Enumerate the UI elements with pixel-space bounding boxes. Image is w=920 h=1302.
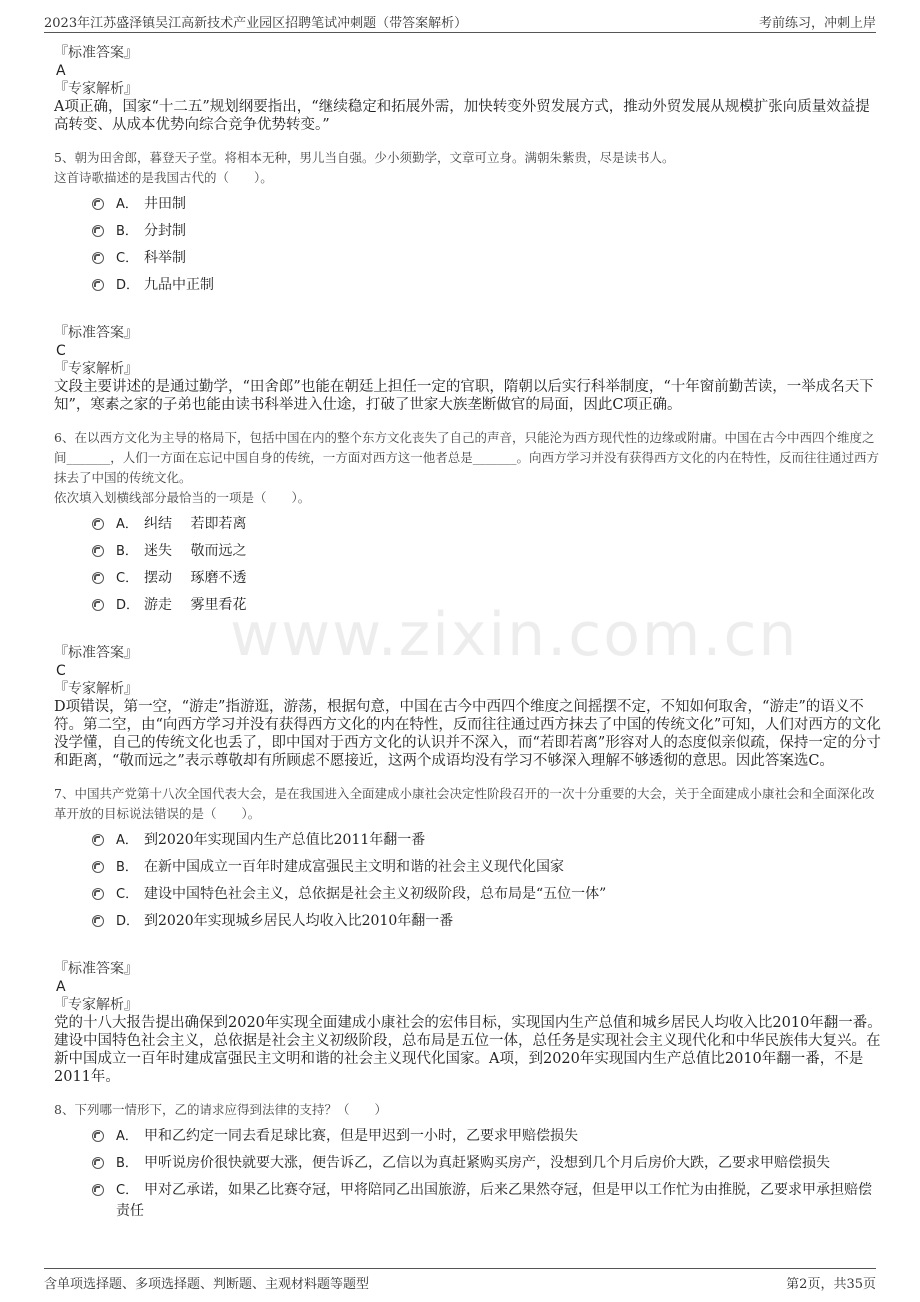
analysis-label: 『专家解析』 — [54, 997, 138, 1013]
radio-icon[interactable] — [92, 1157, 104, 1169]
radio-icon[interactable] — [92, 225, 104, 237]
option-b[interactable]: B． 迷失 敬而远之 — [92, 541, 884, 568]
radio-icon[interactable] — [92, 861, 104, 873]
answer-label: 『标准答案』 — [54, 645, 138, 661]
answer-label: 『标准答案』 — [54, 325, 138, 341]
option-list — [92, 830, 884, 938]
page-content — [54, 44, 884, 1221]
option-a[interactable]: A． 甲和乙约定一同去看足球比赛，但是甲迟到一小时，乙要求甲赔偿损失 — [92, 1126, 884, 1153]
page-header — [44, 8, 876, 33]
page-footer — [44, 1268, 876, 1295]
answer-label: 『标准答案』 — [54, 45, 138, 61]
analysis-text: 文段主要讲述的是通过勤学，“田舍郎”也能在朝廷上担任一定的官职，隋朝以后实行科举制度，“十年窗前勤苦读，一举成名天下知”，寒素之家的子弟也能由读书科举进入仕途，打破了世家大族垄断做官的局面，因此C项正确。 — [54, 379, 874, 413]
option-c[interactable]: C． 建设中国特色社会主义，总依据是社会主义初级阶段，总布局是“五位一体” — [92, 884, 884, 911]
radio-icon[interactable] — [92, 545, 104, 557]
analysis-text: D项错误，第一空，“游走”指游逛，游荡，根据句意，中国在古今中西四个维度之间摇摆不定，不知如何取舍，“游走”的语义不符。第二空，由“向西方学习并没有获得西方文化的内在特性，反而往往通过西方抹去了中国的传统文化”可知，人们对西方的文化没学懂，自己的传统文化也丢了，即中国对于西方文化的认识并不深入，而“若即若离”形容对人的态度似亲似疏，保持一定的分寸和距离，“敬而远之”表示尊敬却有所顾虑不愿接近，这两个成语均没有学习不够深入理解不够透彻的意思。因此答案选C。 — [54, 699, 881, 769]
option-c[interactable]: C． 科举制 — [92, 248, 884, 275]
radio-icon[interactable] — [92, 915, 104, 927]
analysis-label: 『专家解析』 — [54, 81, 138, 97]
question-prompt: 这首诗歌描述的是我国古代的（ ）。 — [54, 170, 273, 185]
radio-icon[interactable] — [92, 198, 104, 210]
answer-value: A — [56, 63, 66, 79]
answer-block-q4 — [54, 44, 884, 134]
option-b[interactable]: B． 分封制 — [92, 221, 884, 248]
answer-value: C — [56, 663, 66, 679]
option-b[interactable]: B． 甲听说房价很快就要大涨，便告诉乙，乙信以为真赶紧购买房产，没想到几个月后房价大跌，乙要求甲赔偿损失 — [92, 1153, 884, 1180]
question-stem: 7、中国共产党第十八次全国代表大会，是在我国进入全面建成小康社会决定性阶段召开的一次十分重要的大会，关于全面建成小康社会和全面深化改革开放的目标说法错误的是（ ）。 — [54, 786, 875, 821]
answer-value: C — [56, 343, 66, 359]
option-d[interactable]: D． 游走 雾里看花 — [92, 595, 884, 622]
option-d[interactable]: D． 九品中正制 — [92, 275, 884, 302]
question-6 — [54, 428, 884, 770]
radio-icon[interactable] — [92, 279, 104, 291]
question-stem: 8、下列哪一情形下，乙的请求应得到法律的支持？（ ） — [54, 1102, 387, 1117]
page-number: 第2页，共35页 — [786, 1277, 876, 1292]
option-a[interactable]: A． 纠结 若即若离 — [92, 514, 884, 541]
analysis-label: 『专家解析』 — [54, 361, 138, 377]
header-slogan: 考前练习，冲刺上岸 — [758, 16, 876, 31]
radio-icon[interactable] — [92, 888, 104, 900]
option-a[interactable]: A． 井田制 — [92, 194, 884, 221]
analysis-text: 党的十八大报告提出确保到2020年实现全面建成小康社会的宏伟目标，实现国内生产总值和城乡居民人均收入比2010年翻一番。建设中国特色社会主义，总依据是社会主义初级阶段，总布局是五位一体，总任务是实现社会主义现代化和中华民族伟大复兴。在新中国成立一百年时建成富强民主文明和谐的社会主义现代化国家。A项，到2020年实现国内生产总值比2010年翻一番，不是2011年。 — [54, 1015, 882, 1085]
answer-label: 『标准答案』 — [54, 961, 138, 977]
option-list — [92, 514, 884, 622]
option-b[interactable]: B． 在新中国成立一百年时建成富强民主文明和谐的社会主义现代化国家 — [92, 857, 884, 884]
question-8 — [54, 1100, 884, 1221]
question-prompt: 依次填入划横线部分最恰当的一项是（ ）。 — [54, 490, 311, 505]
footer-note: 含单项选择题、多项选择题、判断题、主观材料题等题型 — [44, 1277, 370, 1292]
option-list — [92, 1126, 884, 1221]
answer-value: A — [56, 979, 66, 995]
option-list — [92, 194, 884, 302]
option-c[interactable]: C． 摆动 琢磨不透 — [92, 568, 884, 595]
radio-icon[interactable] — [92, 1130, 104, 1142]
option-d[interactable]: D． 到2020年实现城乡居民人均收入比2010年翻一番 — [92, 911, 884, 938]
radio-icon[interactable] — [92, 572, 104, 584]
radio-icon[interactable] — [92, 599, 104, 611]
radio-icon[interactable] — [92, 834, 104, 846]
radio-icon[interactable] — [92, 252, 104, 264]
question-stem: 6、在以西方文化为主导的格局下，包括中国在内的整个东方文化丧失了自己的声音，只能沦为西方现代性的边缘或附庸。中国在古今中西四个维度之间_______，人们一方面在忘记中国自身的传统，一方面对西方这一他者总是_______。向西方学习并没有获得西方文化的内在特性，反而往往通过西方抹去了中国的传统文化。 — [54, 430, 880, 485]
option-c[interactable]: C． 甲对乙承诺，如果乙比赛夺冠，甲将陪同乙出国旅游，后来乙果然夺冠，但是甲以工作忙为由推脱，乙要求甲承担赔偿责任 — [92, 1180, 884, 1221]
option-a[interactable]: A． 到2020年实现国内生产总值比2011年翻一番 — [92, 830, 884, 857]
radio-icon[interactable] — [92, 518, 104, 530]
question-stem: 5、朝为田舍郎，暮登天子堂。将相本无种，男儿当自强。少小须勤学，文章可立身。满朝朱紫贵，尽是读书人。 — [54, 150, 675, 165]
question-5 — [54, 148, 884, 414]
question-7 — [54, 784, 884, 1086]
analysis-label: 『专家解析』 — [54, 681, 138, 697]
document-title: 2023年江苏盛泽镇吴江高新技术产业园区招聘笔试冲刺题（带答案解析） — [44, 16, 468, 31]
analysis-text: A项正确，国家“十二五”规划纲要指出，“继续稳定和拓展外需，加快转变外贸发展方式，推动外贸发展从规模扩张向质量效益提高转变、从成本优势向综合竞争优势转变。” — [54, 99, 870, 133]
radio-icon[interactable] — [92, 1184, 104, 1196]
watermark: www.zixin.com.cn — [230, 600, 799, 670]
